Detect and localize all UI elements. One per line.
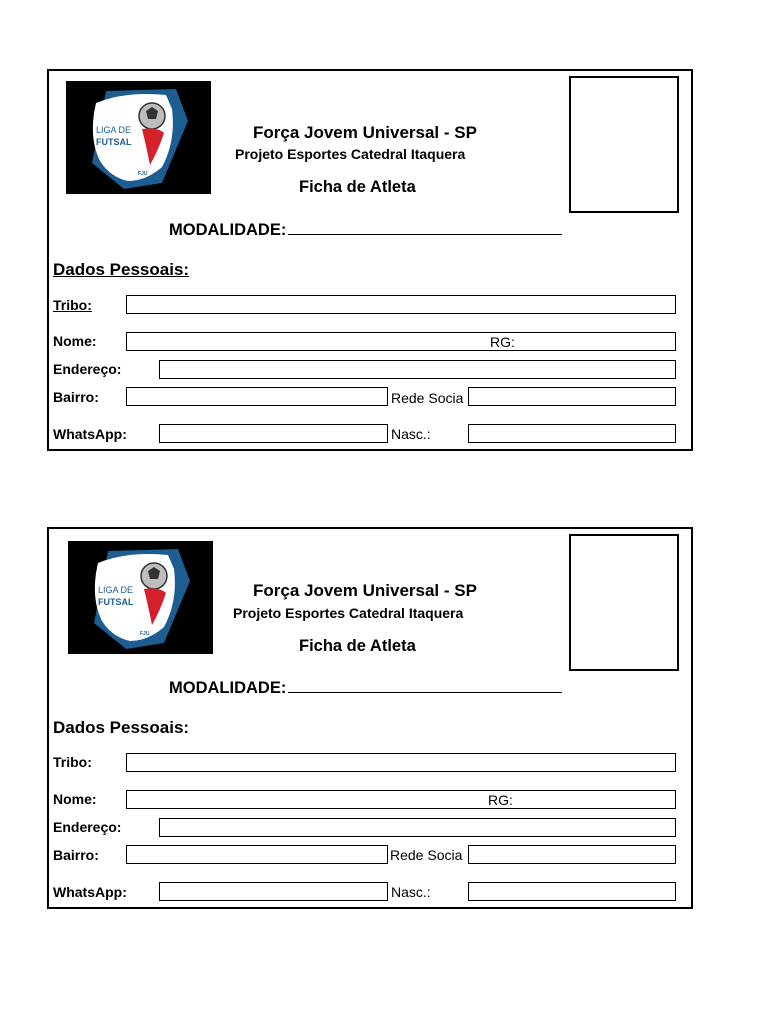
bairro-label: Bairro: bbox=[53, 389, 99, 405]
rede-social-label: Rede Socia bbox=[391, 390, 464, 406]
modalidade-blank-line[interactable] bbox=[288, 219, 562, 235]
whatsapp-label: WhatsApp: bbox=[53, 884, 127, 900]
svg-text:FUTSAL: FUTSAL bbox=[98, 597, 134, 607]
tribo-field[interactable] bbox=[126, 295, 676, 314]
form-title: Ficha de Atleta bbox=[299, 178, 416, 196]
section-title: Dados Pessoais: bbox=[53, 718, 190, 737]
org-title: Força Jovem Universal - SP bbox=[253, 123, 477, 142]
endereco-label: Endereço: bbox=[53, 819, 122, 835]
whatsapp-field[interactable] bbox=[159, 882, 388, 901]
modalidade-blank-line[interactable] bbox=[288, 677, 562, 693]
photo-box[interactable] bbox=[569, 76, 679, 213]
endereco-field[interactable] bbox=[159, 818, 676, 837]
svg-text:FJU: FJU bbox=[138, 171, 148, 177]
modalidade-label: MODALIDADE: bbox=[169, 221, 287, 239]
rede-social-label: Rede Socia bbox=[390, 847, 463, 863]
nasc-field[interactable] bbox=[468, 882, 676, 901]
project-subtitle: Projeto Esportes Catedral Itaquera bbox=[235, 146, 466, 162]
tribo-label: Tribo: bbox=[53, 297, 92, 313]
nome-label: Nome: bbox=[53, 333, 97, 349]
org-title: Força Jovem Universal - SP bbox=[253, 581, 477, 600]
modalidade-label: MODALIDADE: bbox=[169, 679, 287, 697]
form-title: Ficha de Atleta bbox=[299, 637, 416, 655]
modalidade-row bbox=[169, 677, 562, 698]
bairro-field[interactable] bbox=[126, 845, 388, 864]
nome-field[interactable] bbox=[126, 332, 676, 351]
rede-social-field[interactable] bbox=[468, 387, 676, 406]
liga-de-futsal-logo bbox=[68, 541, 213, 654]
nasc-label: Nasc.: bbox=[391, 884, 431, 900]
tribo-label: Tribo: bbox=[53, 754, 92, 770]
svg-text:FJU: FJU bbox=[140, 631, 150, 637]
futsal-shield-icon bbox=[66, 81, 211, 194]
athlete-form-card bbox=[47, 69, 693, 451]
whatsapp-label: WhatsApp: bbox=[53, 426, 127, 442]
nome-field[interactable] bbox=[126, 790, 676, 809]
svg-text:FUTSAL: FUTSAL bbox=[96, 137, 132, 147]
project-subtitle: Projeto Esportes Catedral Itaquera bbox=[233, 605, 464, 621]
svg-text:LIGA DE: LIGA DE bbox=[96, 125, 132, 135]
rede-social-field[interactable] bbox=[468, 845, 676, 864]
nasc-label: Nasc.: bbox=[391, 426, 431, 442]
tribo-field[interactable] bbox=[126, 753, 676, 772]
section-title: Dados Pessoais: bbox=[53, 260, 190, 279]
bairro-label: Bairro: bbox=[53, 847, 99, 863]
modalidade-row bbox=[169, 219, 562, 240]
nome-label: Nome: bbox=[53, 791, 97, 807]
rg-label: RG: bbox=[490, 334, 515, 350]
svg-text:LIGA DE: LIGA DE bbox=[98, 585, 134, 595]
photo-box[interactable] bbox=[569, 534, 679, 671]
liga-de-futsal-logo bbox=[66, 81, 211, 194]
nasc-field[interactable] bbox=[468, 424, 676, 443]
bairro-field[interactable] bbox=[126, 387, 388, 406]
athlete-form-card bbox=[47, 527, 693, 909]
endereco-field[interactable] bbox=[159, 360, 676, 379]
endereco-label: Endereço: bbox=[53, 361, 122, 377]
rg-label: RG: bbox=[488, 792, 513, 808]
whatsapp-field[interactable] bbox=[159, 424, 388, 443]
futsal-shield-icon bbox=[68, 541, 213, 654]
